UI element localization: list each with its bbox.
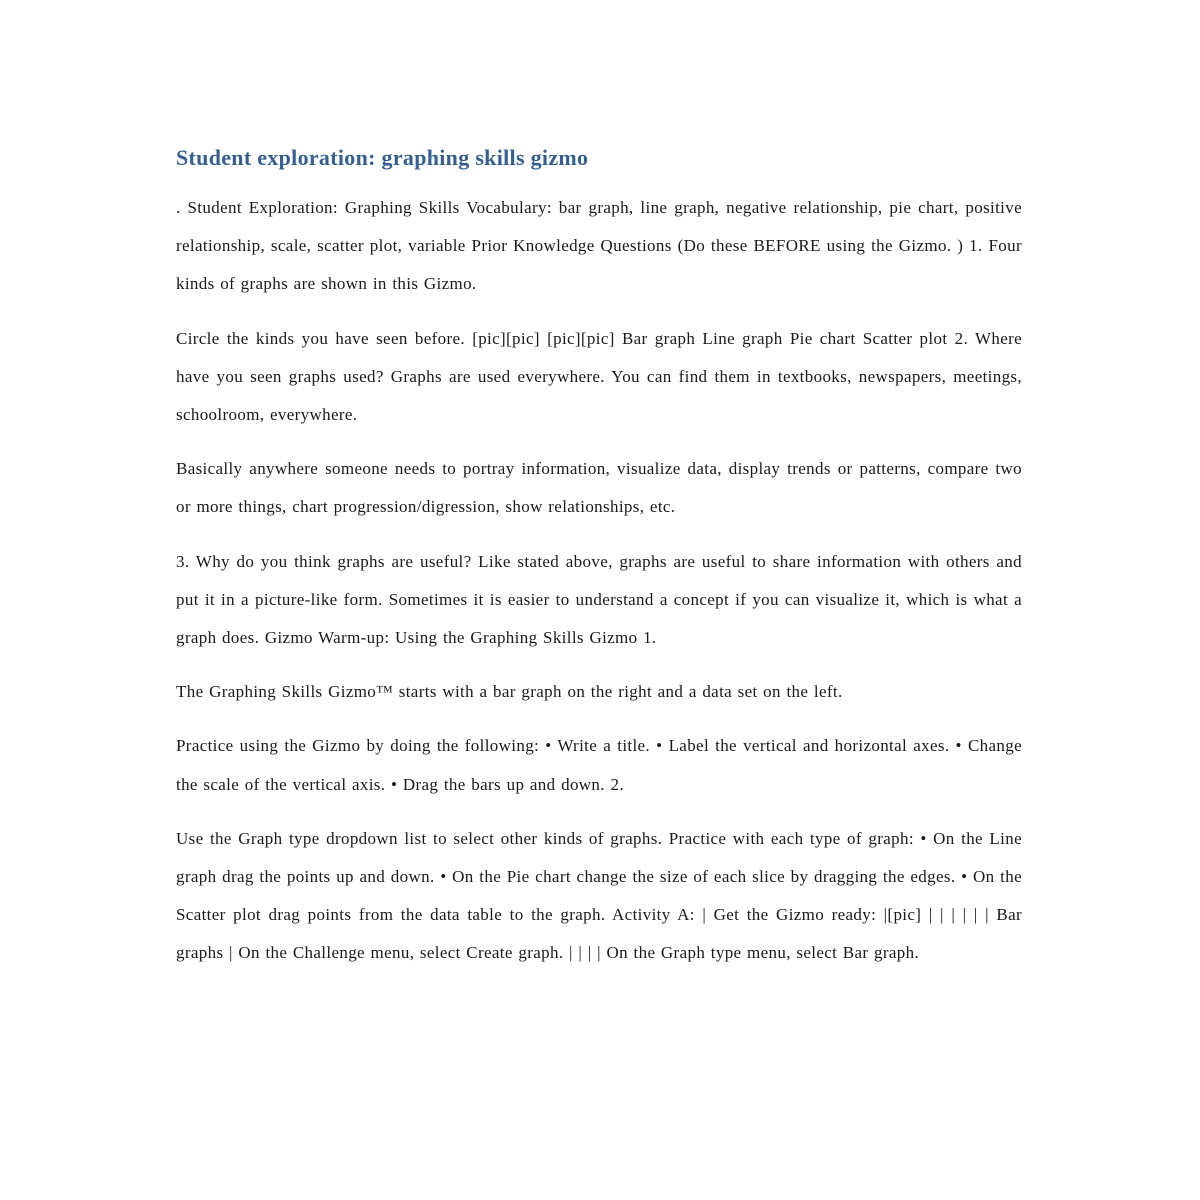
document-paragraph: Basically anywhere someone needs to portray information, visualize data, display trends or patterns, compare two or more things, chart progression/digression, show relationships, etc. xyxy=(176,459,1022,517)
document-paragraph: Circle the kinds you have seen before. [pic][pic] [pic][pic] Bar graph Line graph Pie chart Scatter plot 2. Where have you seen graphs used? Graphs are used everywhere. You can find them in textbooks, newspapers, meetings, schoolroom, everywhere. xyxy=(176,328,1022,425)
document-paragraph: Practice using the Gizmo by doing the following: • Write a title. • Label the vertical and horizontal axes. • Change the scale of the vertical axis. • Drag the bars up and down. 2. xyxy=(176,736,1022,794)
document-title: Student exploration: graphing skills gizmo xyxy=(176,145,589,170)
document-paragraph: The Graphing Skills Gizmo™ starts with a bar graph on the right and a data set on the left. xyxy=(176,682,843,702)
document-paragraph: . Student Exploration: Graphing Skills Vocabulary: bar graph, line graph, negative relationship, pie chart, positive relationship, scale, scatter plot, variable Prior Knowledge Questions (Do these BEFORE using the Gizmo. ) 1. Four kinds of graphs are shown in this Gizmo. xyxy=(176,198,1022,294)
document-paragraph: 3. Why do you think graphs are useful? Like stated above, graphs are useful to share information with others and put it in a picture-like form. Sometimes it is easier to understand a concept if you can visualize it, which is what a graph does. Gizmo Warm-up: Using the Graphing Skills Gizmo 1. xyxy=(176,551,1022,648)
document-page xyxy=(176,141,1022,989)
document-paragraph: Use the Graph type dropdown list to select other kinds of graphs. Practice with each type of graph: • On the Line graph drag the points up and down. • On the Pie chart change the size of each slice by dragging the edges. • On the Scatter plot drag points from the data table to the graph. Activity A: | Get the Gizmo ready: |[pic] | | | | | | Bar graphs | On the Challenge menu, select Create graph. | | | | On the Graph type menu, select Bar graph. xyxy=(176,828,1022,963)
